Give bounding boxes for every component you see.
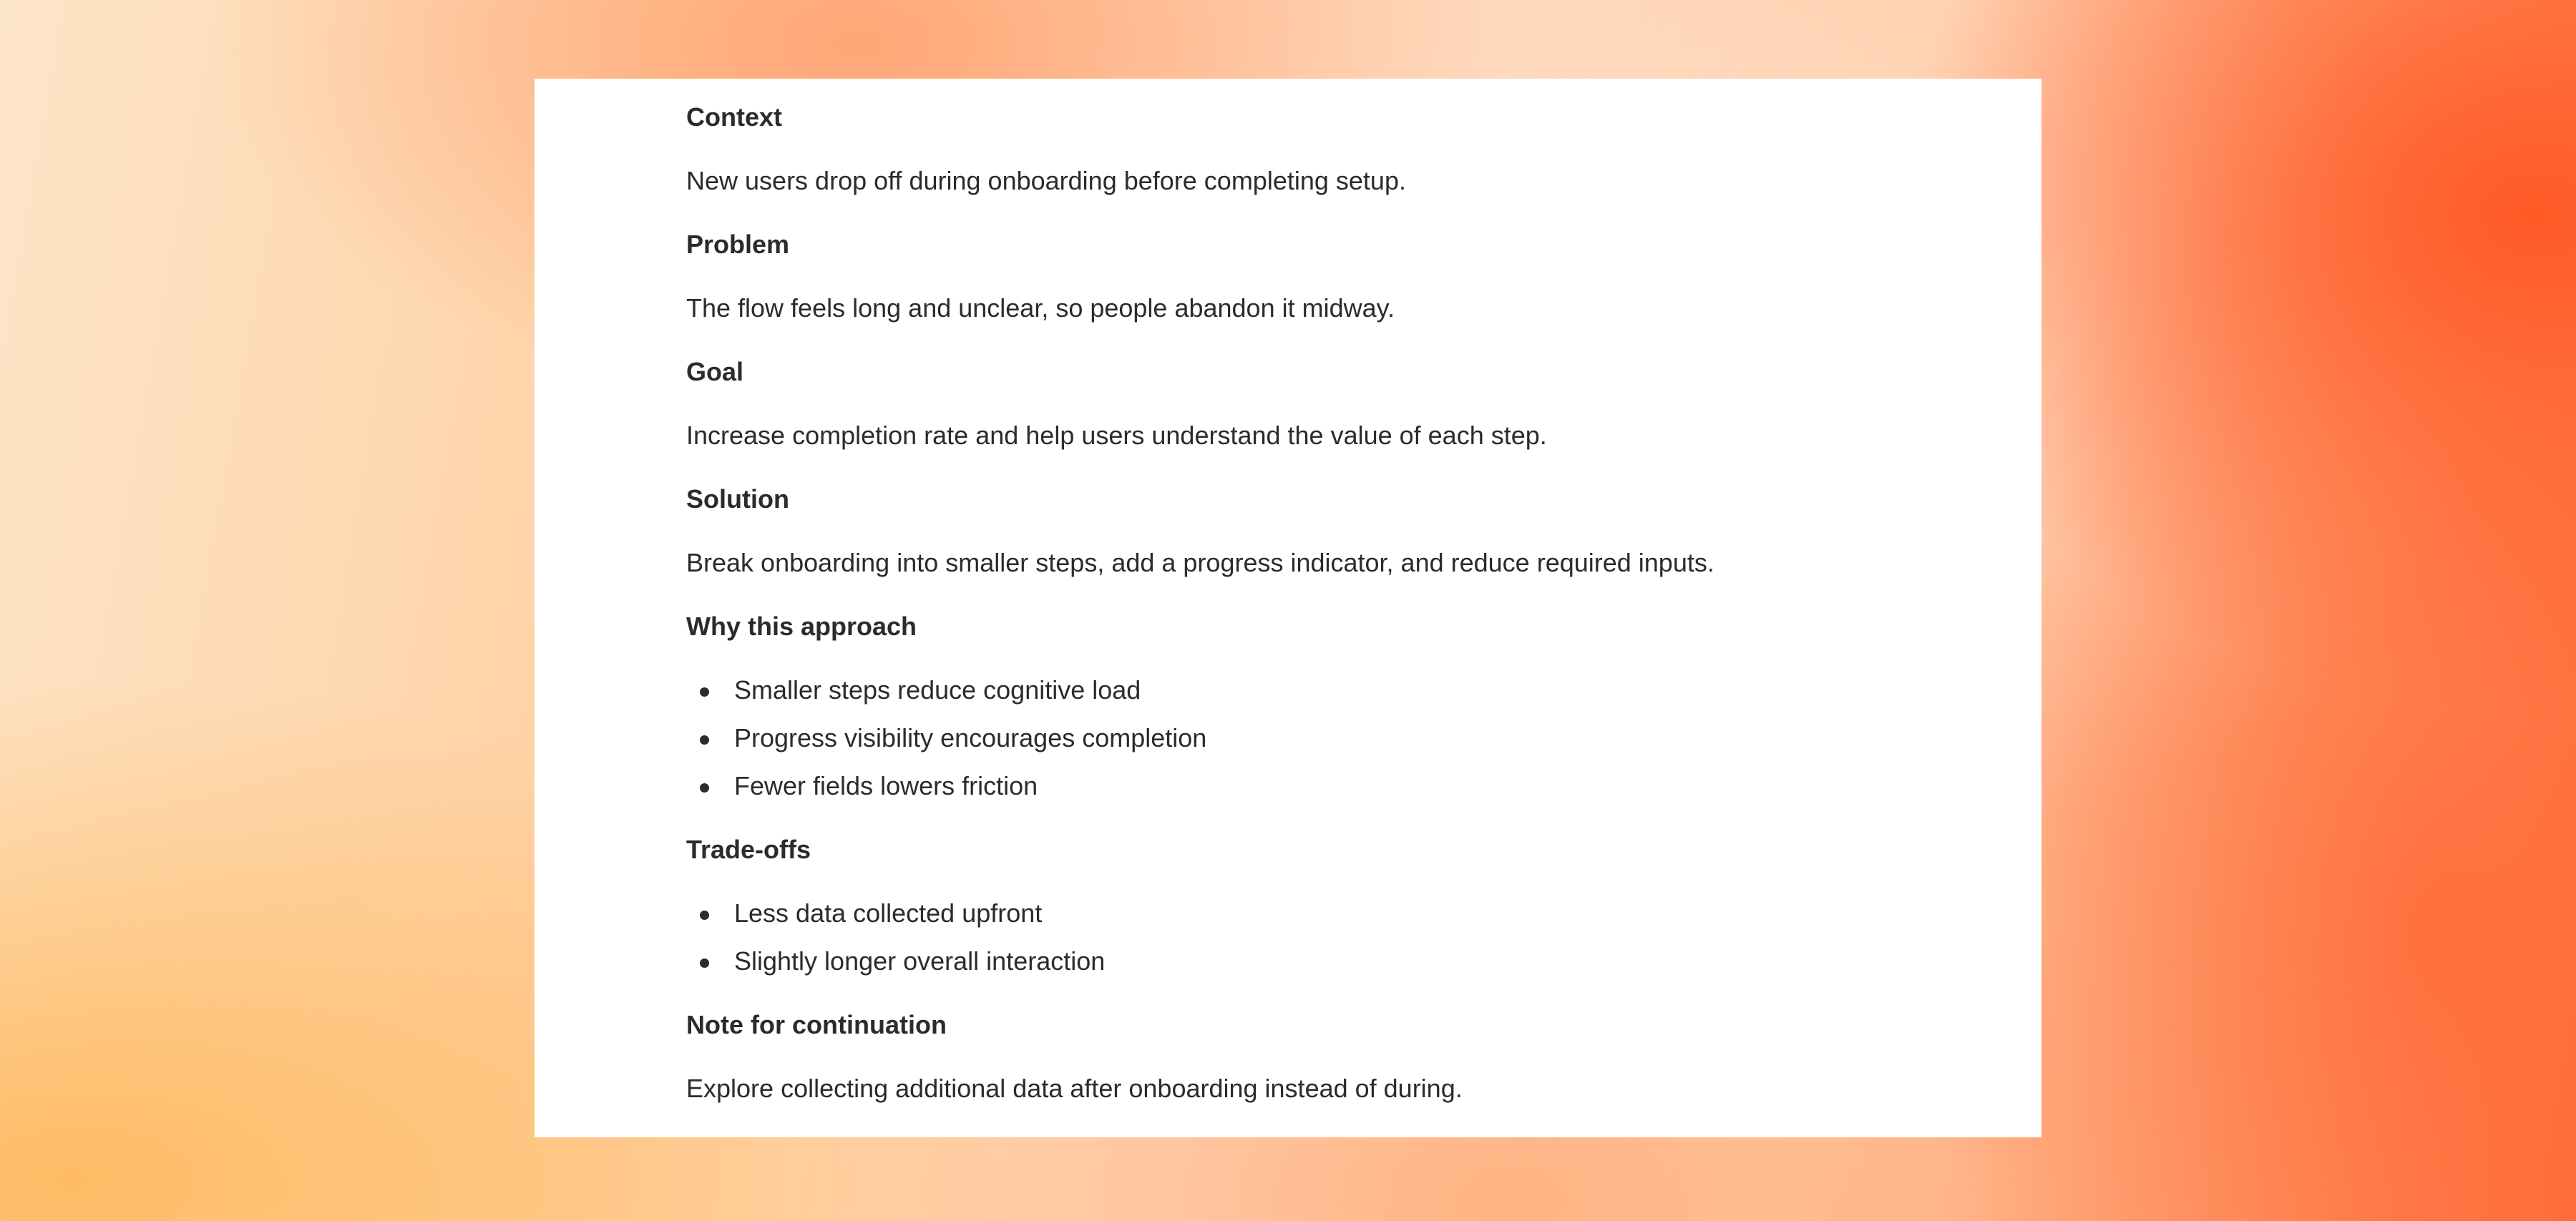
list-item-text: Slightly longer overall interaction — [734, 946, 1106, 976]
goal-text: Increase completion rate and help users understand the value of each step. — [686, 421, 1547, 450]
solution-text: Break onboarding into smaller steps, add a progress indicator, and reduce required inputs. — [686, 548, 1714, 577]
bullet-icon — [700, 911, 709, 920]
problem-heading: Problem — [686, 230, 790, 259]
list-item — [686, 721, 2041, 755]
list-item-text: Smaller steps reduce cognitive load — [734, 675, 1141, 705]
bullet-icon — [700, 735, 709, 745]
problem-text: The flow feels long and unclear, so people abandon it midway. — [686, 293, 1395, 323]
list-item-text: Less data collected upfront — [734, 898, 1043, 928]
list-item-text: Progress visibility encourages completion — [734, 723, 1207, 752]
bullet-icon — [700, 687, 709, 697]
document-card — [535, 79, 2041, 1137]
list-item — [686, 769, 2041, 803]
list-item — [686, 896, 2041, 931]
goal-heading: Goal — [686, 357, 744, 386]
solution-heading: Solution — [686, 484, 789, 514]
note-for-continuation-heading: Note for continuation — [686, 1010, 947, 1039]
note-for-continuation-text: Explore collecting additional data after onboarding instead of during. — [686, 1074, 1463, 1103]
bullet-icon — [700, 783, 709, 793]
list-item — [686, 673, 2041, 707]
context-text: New users drop off during onboarding before completing setup. — [686, 166, 1406, 195]
list-item — [686, 944, 2041, 979]
trade-offs-list — [686, 896, 2041, 979]
context-heading: Context — [686, 102, 782, 132]
why-this-approach-heading: Why this approach — [686, 612, 917, 641]
list-item-text: Fewer fields lowers friction — [734, 771, 1038, 800]
why-this-approach-list — [686, 673, 2041, 803]
bullet-icon — [700, 958, 709, 968]
trade-offs-heading: Trade-offs — [686, 835, 811, 864]
